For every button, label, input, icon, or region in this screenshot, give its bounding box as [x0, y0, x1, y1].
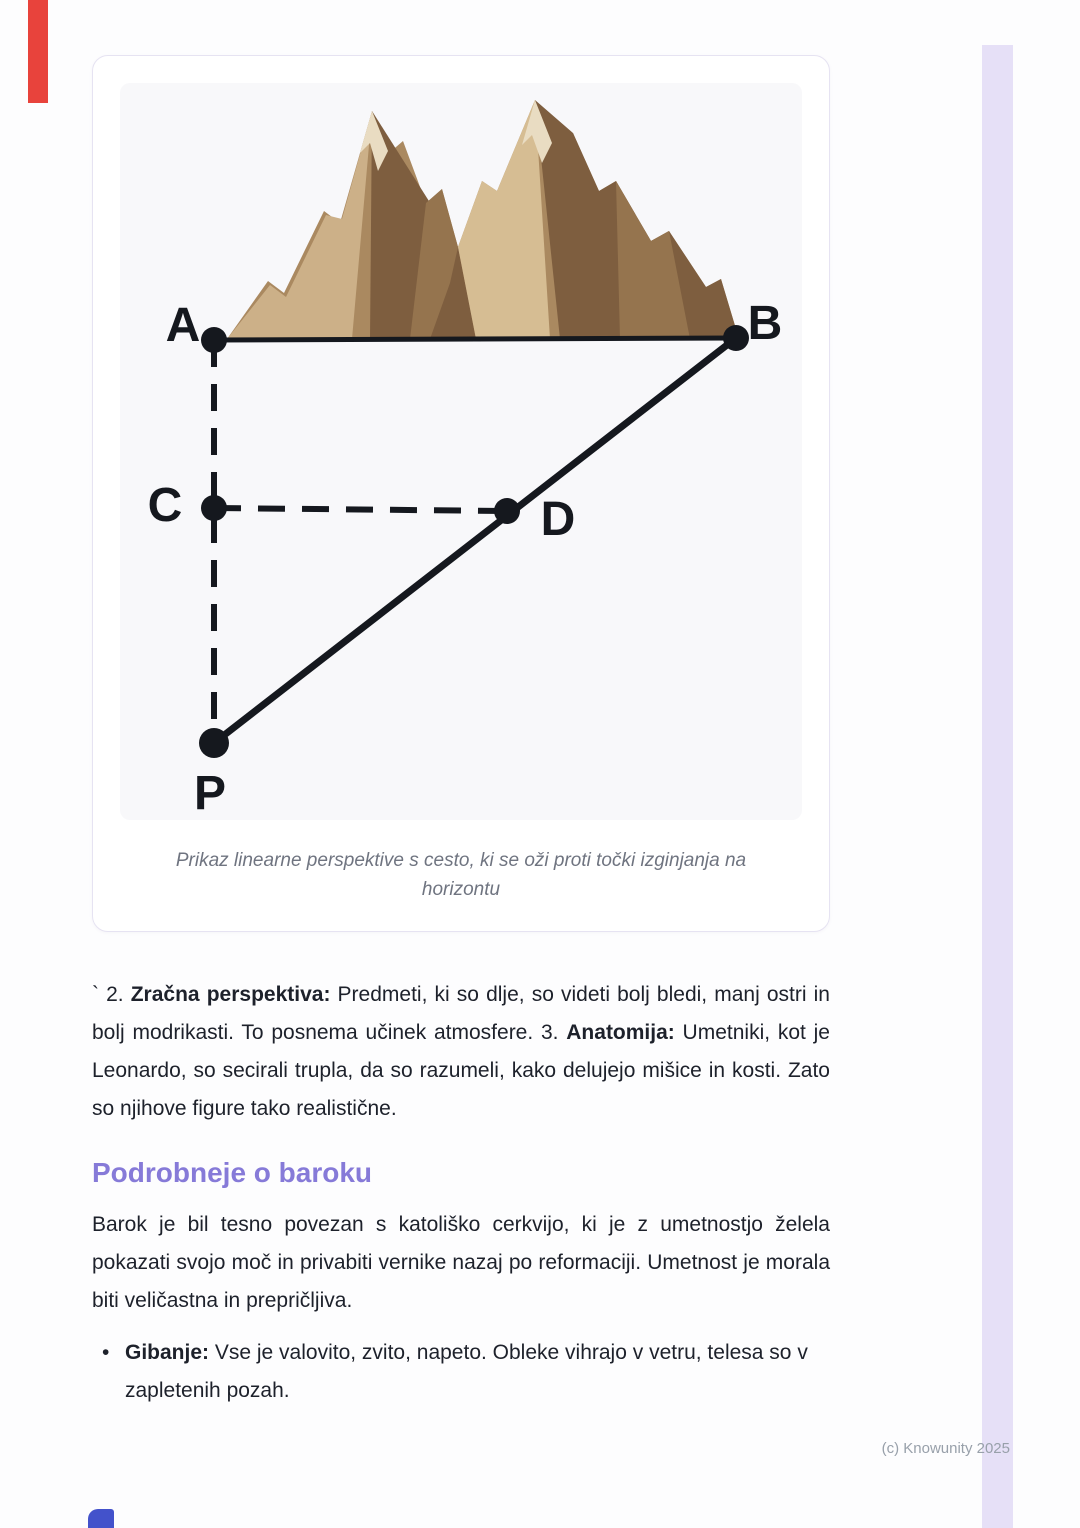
point-B [723, 325, 749, 351]
label-P: P [193, 767, 227, 820]
section-heading-barok: Podrobneje o baroku [92, 1157, 373, 1188]
dashed-line-CD [214, 508, 507, 511]
point-D [494, 498, 520, 524]
figure-card [92, 55, 830, 932]
perspective-diagram [120, 83, 802, 820]
copyright-notice: (c) Knowunity 2025 [881, 1440, 1010, 1457]
label-B: B [747, 297, 783, 350]
label-A: A [165, 299, 201, 352]
figure-caption: Prikaz linearne perspektive s cesto, ki se oži proti točki izginjanja na horizontu [175, 850, 747, 900]
paragraph-perspective: ` 2. Zračna perspektiva: Predmeti, ki so dlje, so videti bolj bledi, manj ostri in bolj modrikasti. To posnema učinek atmosfere. 3. Anatomija: Umetniki, kot je Leonardo, so secirali trupla, da so razumeli, kako delujejo mišice in kosti. Zato so njihove figure tako realistične. [92, 983, 830, 1120]
bullet-list [92, 1334, 830, 1410]
scrollbar-track[interactable] [982, 45, 1013, 1528]
line-BP [214, 338, 736, 743]
point-P [199, 728, 229, 758]
mountains-illustration [227, 100, 739, 339]
line-AB [214, 338, 736, 340]
document-page [92, 0, 830, 1410]
perspective-diagram-svg [120, 83, 802, 820]
paragraph-barok: Barok je bil tesno povezan s katoliško cerkvijo, ki je z umetnostjo želela pokazati svojo moč in privabiti vernike nazaj po reformaciji. Umetnost je morala biti veličastna in prepričljiva. [92, 1213, 830, 1312]
point-A [201, 327, 227, 353]
label-C: C [147, 479, 183, 532]
next-card-corner-peek [88, 1509, 114, 1528]
label-D: D [540, 493, 576, 546]
point-C [201, 495, 227, 521]
red-accent-stripe [28, 0, 48, 103]
list-item-gibanje: • Gibanje: Vse je valovito, zvito, napeto. Obleke vihrajo v vetru, telesa so v zapletenih pozah. [92, 1334, 830, 1410]
